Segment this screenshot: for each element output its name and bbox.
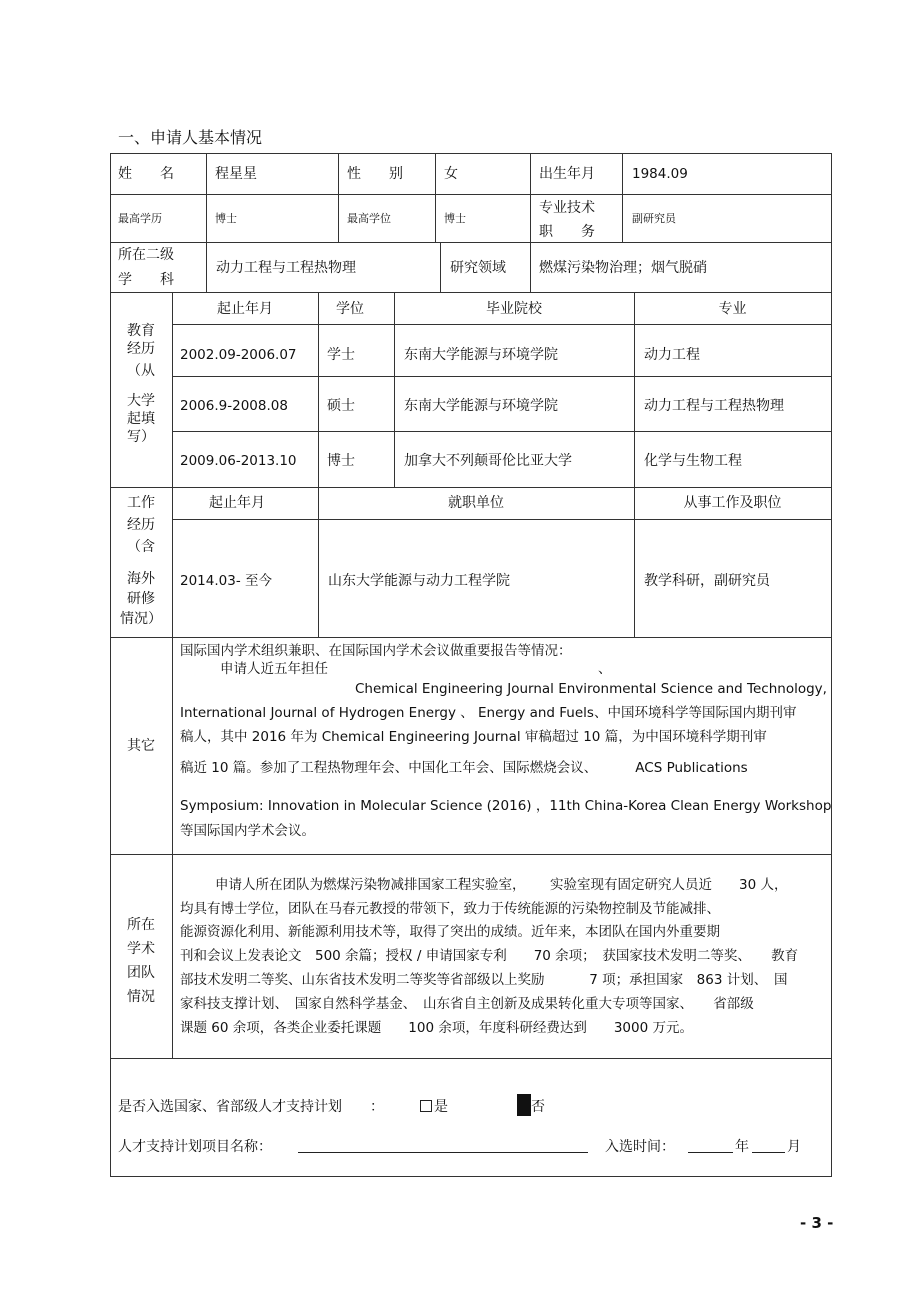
title-value: 副研究员 [632, 212, 676, 225]
year-label: 年 [735, 1139, 749, 1155]
edu-header-major: 专业 [718, 301, 747, 317]
birth-label: 出生年月 [539, 166, 595, 182]
edu-header-degree: 学位 [336, 301, 364, 317]
position-value: 博士 [444, 212, 466, 225]
work-header-role: 从事工作及职位 [683, 495, 782, 511]
month-input[interactable] [752, 1152, 785, 1153]
degree-value: 博士 [215, 212, 237, 225]
checkbox-empty-icon[interactable] [420, 1100, 432, 1112]
talent-yes-option[interactable]: 是 [420, 1098, 448, 1116]
edu-header-school: 毕业院校 [486, 301, 542, 317]
gender-value: 女 [444, 166, 458, 182]
month-label: 月 [787, 1139, 801, 1155]
page-number: - 3 - [800, 1214, 834, 1232]
birth-value: 1984.09 [632, 166, 688, 182]
title-label-line1: 专业技术 [539, 200, 595, 216]
position-label: 最高学位 [347, 212, 391, 225]
project-name-label: 人才支持计划项目名称： [118, 1139, 272, 1155]
discipline-label-line2: 学 科 [118, 272, 174, 288]
selection-time-label: 入选时间： [605, 1139, 675, 1155]
work-side-label: 工作 经历 （含 海外 研修 情况） [120, 495, 162, 627]
gender-label: 性 别 [347, 166, 403, 182]
discipline-label-line1: 所在二级 [118, 247, 174, 263]
discipline-value: 动力工程与工程热物理 [216, 260, 356, 276]
work-header-period: 起止年月 [209, 495, 265, 511]
other-label: 其它 [127, 738, 155, 754]
work-header-unit: 就职单位 [448, 495, 504, 511]
talent-question: 是否入选国家、省部级人才支持计划 ： [118, 1099, 384, 1115]
field-value: 燃煤污染物治理；烟气脱硝 [539, 260, 707, 276]
degree-label: 最高学历 [118, 212, 162, 225]
title-label-line2: 职 务 [539, 224, 595, 240]
name-value: 程星星 [215, 166, 257, 182]
team-label: 所在 学术 团队 情况 [127, 917, 155, 1005]
talent-no-label: 否 [531, 1099, 545, 1115]
section-title: 一、申请人基本情况 [118, 128, 263, 147]
edu-header-period: 起止年月 [217, 301, 273, 317]
checkbox-filled-icon[interactable] [517, 1094, 531, 1116]
year-input[interactable] [688, 1152, 733, 1153]
education-side-label: 教育 经历 （从 大学 起填 写） [127, 323, 155, 445]
name-label: 姓 名 [118, 166, 174, 182]
field-label: 研究领域 [450, 260, 506, 276]
project-name-input[interactable] [298, 1152, 588, 1153]
